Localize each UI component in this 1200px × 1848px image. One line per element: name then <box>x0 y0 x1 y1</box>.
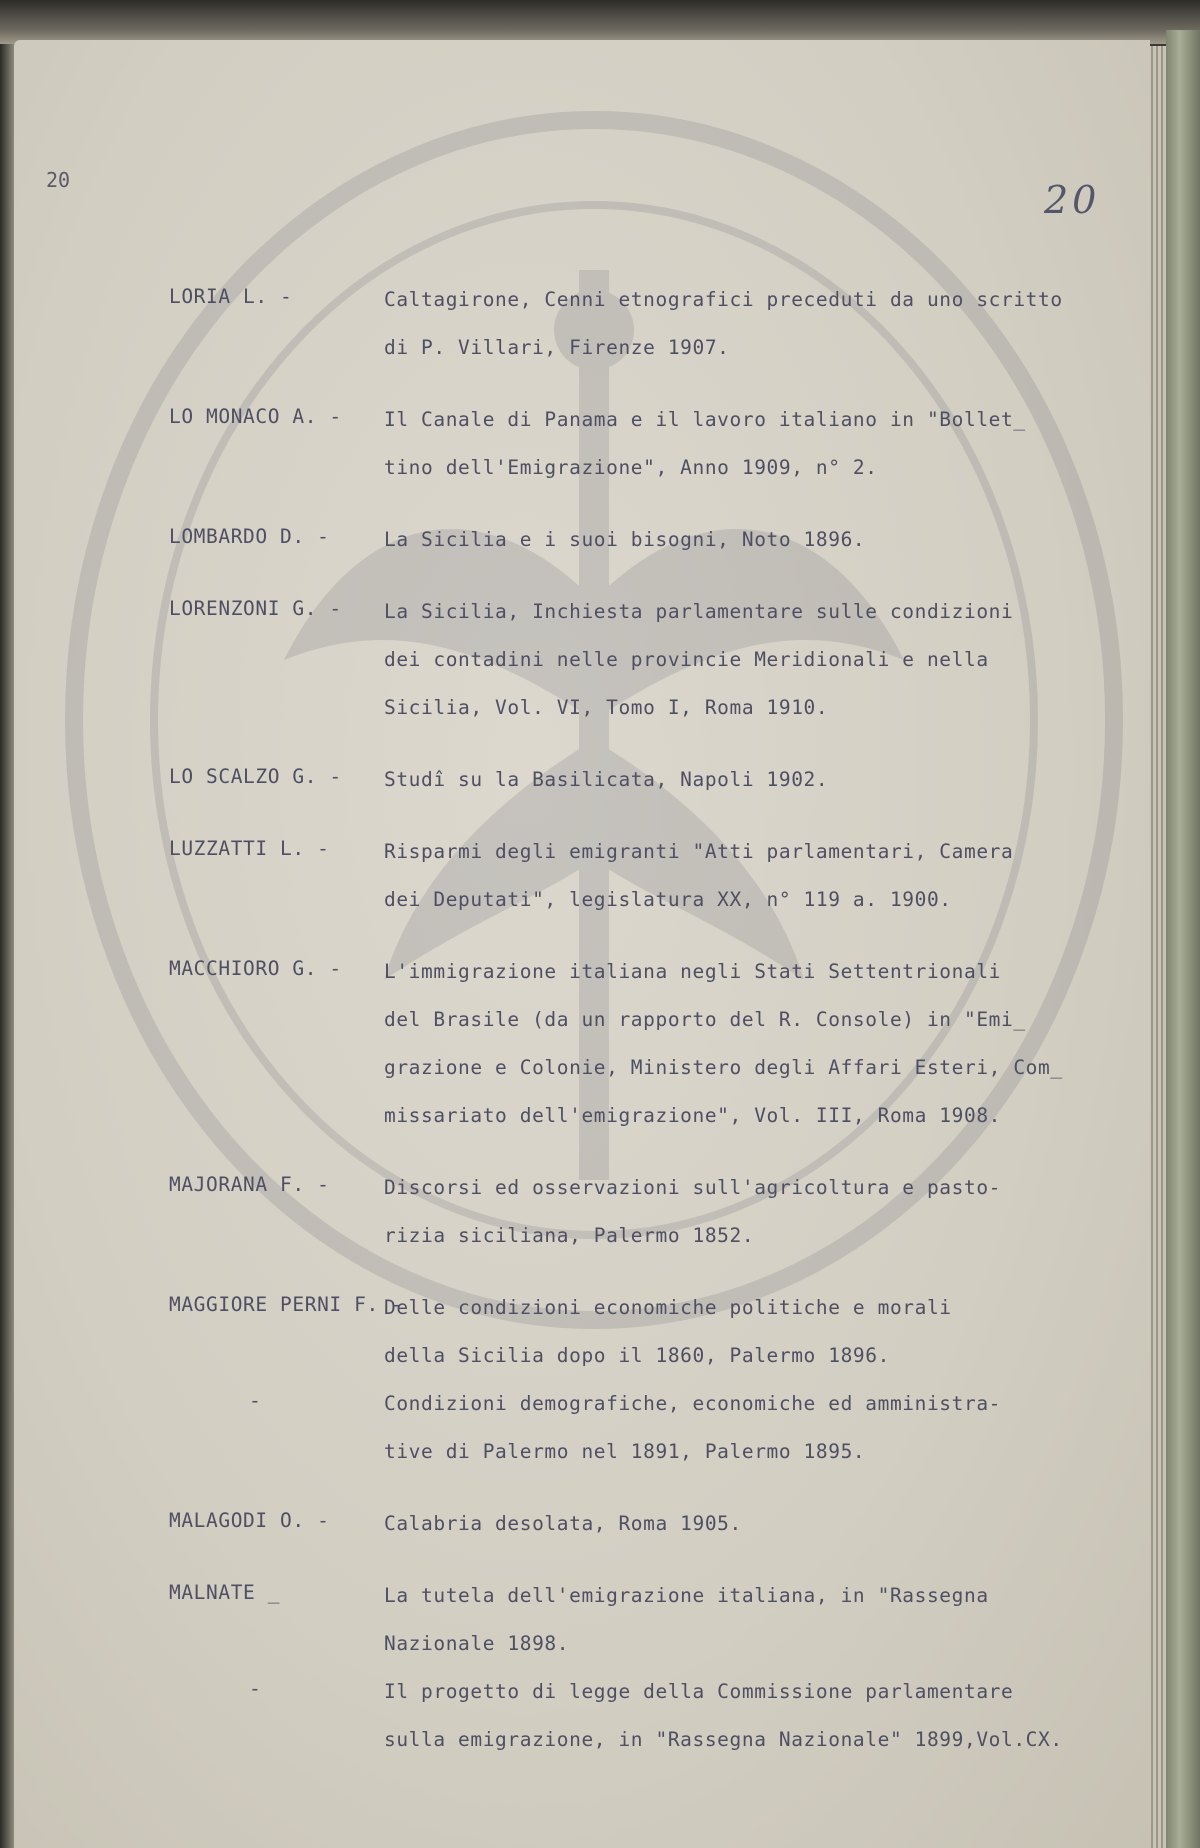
bibliography-entry <box>169 765 1159 837</box>
entry-work <box>169 957 1159 1149</box>
entry-text-line: La Sicilia, Inchiesta parlamentare sulle condizioni <box>384 600 1014 623</box>
entry-work <box>169 837 1159 933</box>
entry-author: MALNATE _ <box>169 1581 281 1604</box>
book-cover-board <box>1166 30 1200 1848</box>
entry-text-line: Sicilia, Vol. VI, Tomo I, Roma 1910. <box>384 696 829 719</box>
entry-work <box>169 1389 1159 1485</box>
entry-text-line: La tutela dell'emigrazione italiana, in "Rassegna <box>384 1584 989 1607</box>
entry-author: LUZZATTI L. - <box>169 837 330 860</box>
book-top-edge <box>0 0 1200 44</box>
entry-author: LORENZONI G. - <box>169 597 342 620</box>
bibliography-list <box>169 285 1159 1797</box>
bibliography-entry <box>169 957 1159 1173</box>
entry-text-line: del Brasile (da un rapporto del R. Console) in "Emi_ <box>384 1008 1026 1031</box>
entry-work <box>169 1173 1159 1269</box>
entry-author: MALAGODI O. - <box>169 1509 330 1532</box>
entry-spacer <box>169 813 1159 837</box>
entry-work <box>169 1509 1159 1557</box>
entry-author: MAJORANA F. - <box>169 1173 330 1196</box>
entry-author: LO MONACO A. - <box>169 405 342 428</box>
bibliography-entry <box>169 1173 1159 1293</box>
entry-work <box>169 765 1159 813</box>
entry-spacer <box>169 501 1159 525</box>
entry-author: MACCHIORO G. - <box>169 957 342 980</box>
bibliography-entry <box>169 597 1159 765</box>
entry-author: MAGGIORE PERNI F. - <box>169 1293 404 1316</box>
entry-work <box>169 405 1159 501</box>
entry-spacer <box>169 573 1159 597</box>
entry-spacer <box>169 741 1159 765</box>
entry-text-line: Caltagirone, Cenni etnografici preceduti da uno scritto <box>384 288 1063 311</box>
entry-text-line: di P. Villari, Firenze 1907. <box>384 336 730 359</box>
entry-text-line: sulla emigrazione, in "Rassegna Nazionale" 1899,Vol.CX. <box>384 1728 1063 1751</box>
entry-text-line: rizia siciliana, Palermo 1852. <box>384 1224 755 1247</box>
entry-author: LORIA L. - <box>169 285 293 308</box>
entry-text-line: dei contadini nelle provincie Meridionali e nella <box>384 648 989 671</box>
entry-text-line: della Sicilia dopo il 1860, Palermo 1896. <box>384 1344 890 1367</box>
entry-spacer <box>169 933 1159 957</box>
entry-text-line: tino dell'Emigrazione", Anno 1909, n° 2. <box>384 456 878 479</box>
entry-text-line: La Sicilia e i suoi bisogni, Noto 1896. <box>384 528 866 551</box>
entry-text-line: Calabria desolata, Roma 1905. <box>384 1512 742 1535</box>
folio-number-typed: 20 <box>46 168 71 192</box>
bibliography-entry <box>169 525 1159 597</box>
entry-text-line: grazione e Colonie, Ministero degli Affari Esteri, Com_ <box>384 1056 1063 1079</box>
entry-text-line: L'immigrazione italiana negli Stati Settentrionali <box>384 960 1001 983</box>
entry-author: LOMBARDO D. - <box>169 525 330 548</box>
entry-text-line: missariato dell'emigrazione", Vol. III, Roma 1908. <box>384 1104 1001 1127</box>
entry-spacer <box>169 1269 1159 1293</box>
entry-spacer <box>169 1773 1159 1797</box>
entry-work <box>169 597 1159 741</box>
bibliography-entry <box>169 285 1159 405</box>
entry-text-line: Delle condizioni economiche politiche e morali <box>384 1296 952 1319</box>
bibliography-entry <box>169 1509 1159 1581</box>
entry-text-line: Il Canale di Panama e il lavoro italiano in "Bollet_ <box>384 408 1026 431</box>
book-gutter <box>0 44 14 1848</box>
entry-work <box>169 1581 1159 1677</box>
bibliography-entry <box>169 1581 1159 1797</box>
ditto-dash: - <box>249 1389 262 1412</box>
bibliography-entry <box>169 1293 1159 1509</box>
folio-number-handwritten: 20 <box>1044 178 1101 222</box>
entry-spacer <box>169 1485 1159 1509</box>
entry-text-line: Nazionale 1898. <box>384 1632 570 1655</box>
entry-text-line: Discorsi ed osservazioni sull'agricoltura e pasto- <box>384 1176 1001 1199</box>
entry-author: LO SCALZO G. - <box>169 765 342 788</box>
entry-spacer <box>169 381 1159 405</box>
entry-work <box>169 1677 1159 1773</box>
entry-text-line: dei Deputati", legislatura XX, n° 119 a. 1900. <box>384 888 952 911</box>
entry-text-line: Risparmi degli emigranti "Atti parlamentari, Camera <box>384 840 1014 863</box>
entry-text-line: Il progetto di legge della Commissione parlamentare <box>384 1680 1014 1703</box>
entry-spacer <box>169 1149 1159 1173</box>
ditto-dash: - <box>249 1677 262 1700</box>
bibliography-entry <box>169 405 1159 525</box>
entry-spacer <box>169 1557 1159 1581</box>
bibliography-entry <box>169 837 1159 957</box>
entry-text-line: tive di Palermo nel 1891, Palermo 1895. <box>384 1440 866 1463</box>
document-page <box>14 40 1150 1848</box>
entry-work <box>169 285 1159 381</box>
entry-text-line: Studî su la Basilicata, Napoli 1902. <box>384 768 829 791</box>
entry-work <box>169 525 1159 573</box>
entry-work <box>169 1293 1159 1389</box>
entry-text-line: Condizioni demografiche, economiche ed amministra- <box>384 1392 1001 1415</box>
